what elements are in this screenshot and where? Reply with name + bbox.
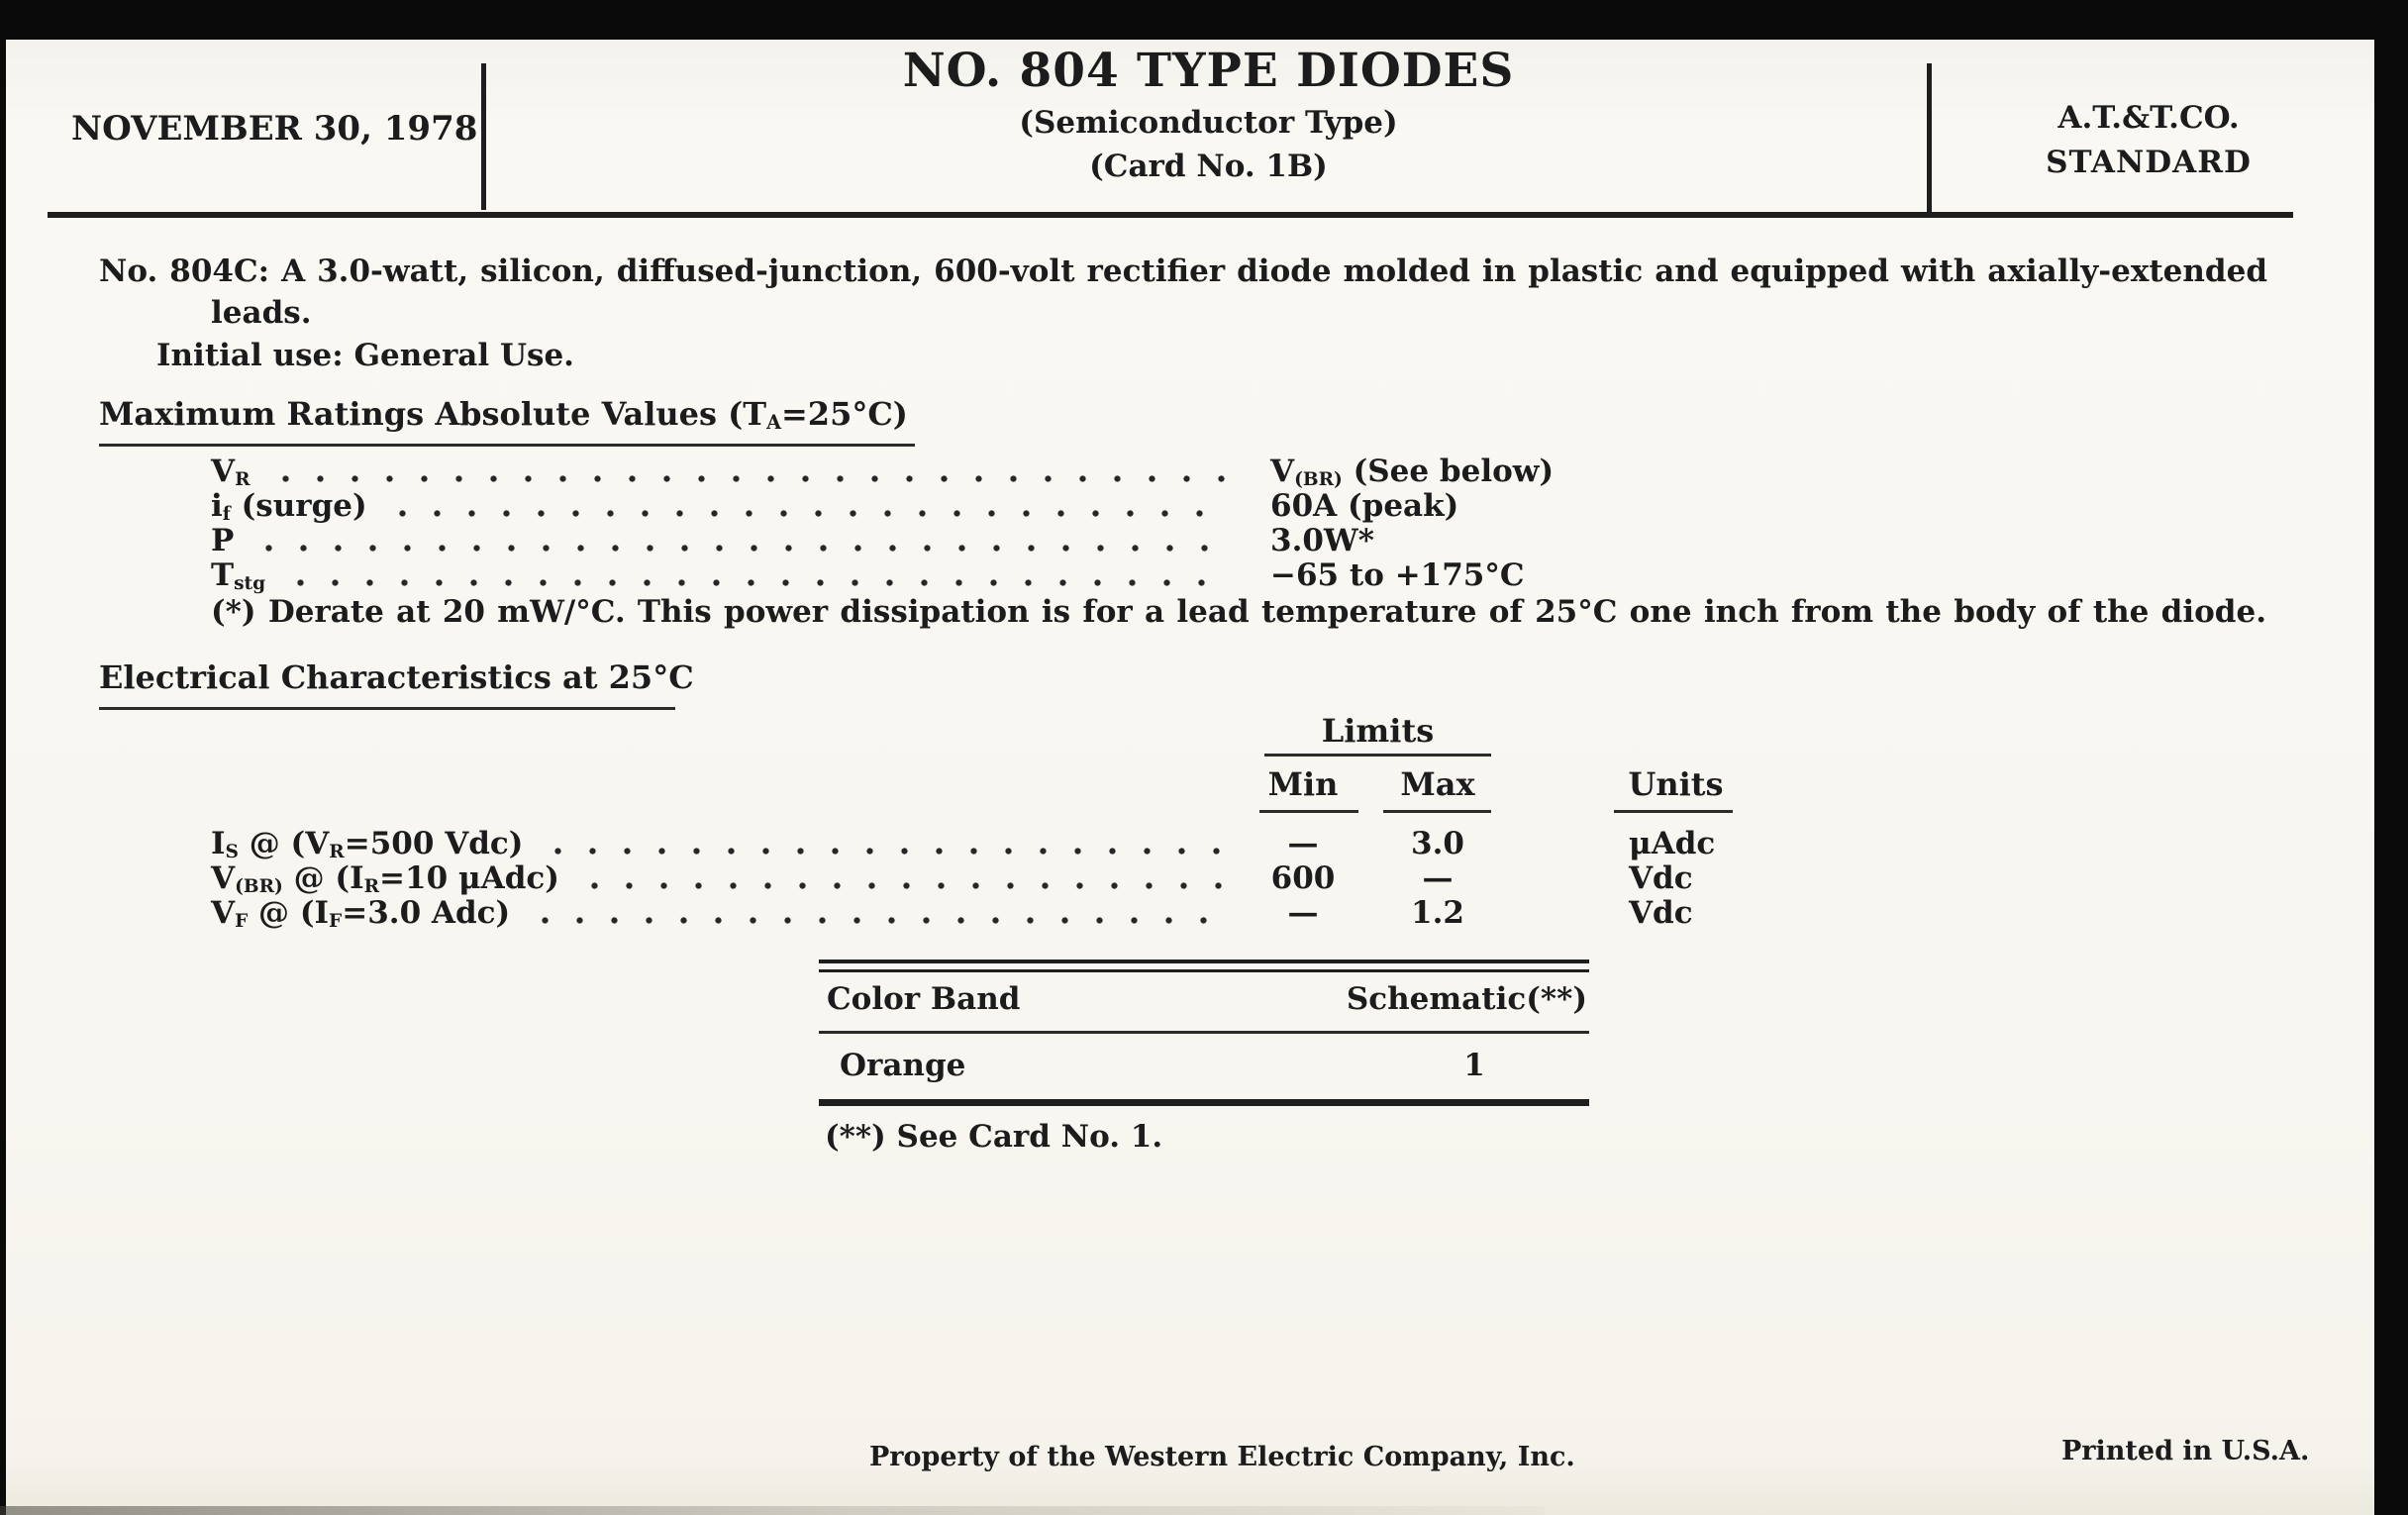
units-value: μAdc — [1629, 826, 1716, 861]
elec-label: $V_{(BR)}$ @ ($I_R=10$ μAdc) — [211, 860, 559, 898]
header-divider-right — [1927, 63, 1932, 212]
rating-value: −65 to +175°C — [1270, 557, 1525, 593]
rating-value: 3.0W* — [1270, 523, 1374, 558]
dot-leader — [528, 917, 1230, 924]
elec-label: $V_F$ @ ($I_F=3.0$ Adc) — [211, 895, 511, 933]
rating-label: $T_{stg}$ — [211, 557, 266, 595]
min-underline — [1259, 810, 1358, 813]
dot-leader — [385, 510, 1230, 517]
units-value: Vdc — [1629, 860, 1693, 896]
min-value: 600 — [1270, 860, 1336, 896]
max-ratings-underline — [99, 444, 915, 447]
org-name: A.T.&T.CO. — [2057, 100, 2240, 136]
rating-row — [211, 557, 1236, 593]
color-table-bottom-border — [819, 1099, 1589, 1106]
section-heading-electrical: Electrical Characteristics at 25°C — [99, 658, 694, 696]
section-heading-max-ratings: Maximum Ratings Absolute Values $(T_A=25^\circ C)$ — [99, 395, 908, 435]
dot-leader — [268, 475, 1230, 482]
rating-label: $i_f$ (surge) — [211, 488, 367, 526]
footer-property: Property of the Western Electric Company, Inc. — [869, 1442, 1575, 1472]
rating-value: $V_{(BR)}$ (See below) — [1270, 454, 1555, 491]
scan-bottom-smudge — [0, 1506, 1545, 1515]
ratings-footnote: (*) Derate at 20 mW/°C. This power dissipation is for a lead temperature of 25°C one inch from the body of the diode. — [211, 594, 2266, 630]
limits-header: Limits — [1321, 712, 1435, 750]
schematic-value: 1 — [1463, 1048, 1485, 1083]
issue-date: NOVEMBER 30, 1978 — [71, 109, 478, 149]
schematic-header: Schematic(**) — [1346, 981, 1587, 1017]
dot-leader — [541, 848, 1230, 855]
limits-underline — [1264, 754, 1491, 757]
footer-printed: Printed in U.S.A. — [2061, 1436, 2310, 1466]
color-table-footnote: (**) See Card No. 1. — [825, 1119, 1163, 1155]
max-value: — — [1422, 860, 1454, 896]
max-value: 3.0 — [1411, 826, 1464, 861]
doc-subtitle: (Semiconductor Type) — [1019, 105, 1398, 141]
elec-row — [211, 895, 1236, 931]
min-header: Min — [1267, 765, 1339, 803]
elec-row — [211, 860, 1236, 896]
doc-card-number: (Card No. 1B) — [1089, 149, 1328, 184]
color-band-value: Orange — [840, 1048, 966, 1083]
color-table-top-border-1 — [819, 960, 1589, 963]
rating-row — [211, 454, 1236, 489]
initial-use: Initial use: General Use. — [156, 338, 574, 373]
max-value: 1.2 — [1411, 895, 1464, 931]
rating-label: P — [211, 523, 235, 558]
description-line-1: No. 804C: A 3.0-watt, silicon, diffused-junction, 600-volt rectifier diode molded in plastic and equipped with axially-extended — [99, 253, 2267, 289]
dot-leader — [283, 579, 1230, 586]
rating-row — [211, 488, 1236, 524]
min-value: — — [1287, 895, 1319, 931]
color-table-mid-border — [819, 1031, 1589, 1034]
max-underline — [1383, 810, 1491, 813]
doc-title: NO. 804 TYPE DIODES — [902, 44, 1515, 98]
rating-value: 60A (peak) — [1270, 488, 1459, 524]
org-standard: STANDARD — [2046, 145, 2252, 180]
description-line-2: leads. — [211, 295, 312, 331]
color-band-header: Color Band — [827, 981, 1021, 1017]
dot-leader — [577, 882, 1230, 889]
units-underline — [1614, 810, 1733, 813]
color-table-top-border-2 — [819, 969, 1589, 972]
header-rule — [48, 212, 2293, 218]
header-divider-left — [481, 63, 486, 210]
units-value: Vdc — [1629, 895, 1693, 931]
elec-row — [211, 826, 1236, 861]
max-header: Max — [1400, 765, 1475, 803]
elec-label: $I_S$ @ ($V_R=500$ Vdc) — [211, 826, 524, 863]
min-value: — — [1287, 826, 1319, 861]
units-header: Units — [1628, 765, 1724, 803]
rating-label: $V_R$ — [211, 454, 251, 491]
dot-leader — [251, 545, 1230, 552]
rating-row — [211, 523, 1236, 558]
electrical-underline — [99, 707, 675, 710]
